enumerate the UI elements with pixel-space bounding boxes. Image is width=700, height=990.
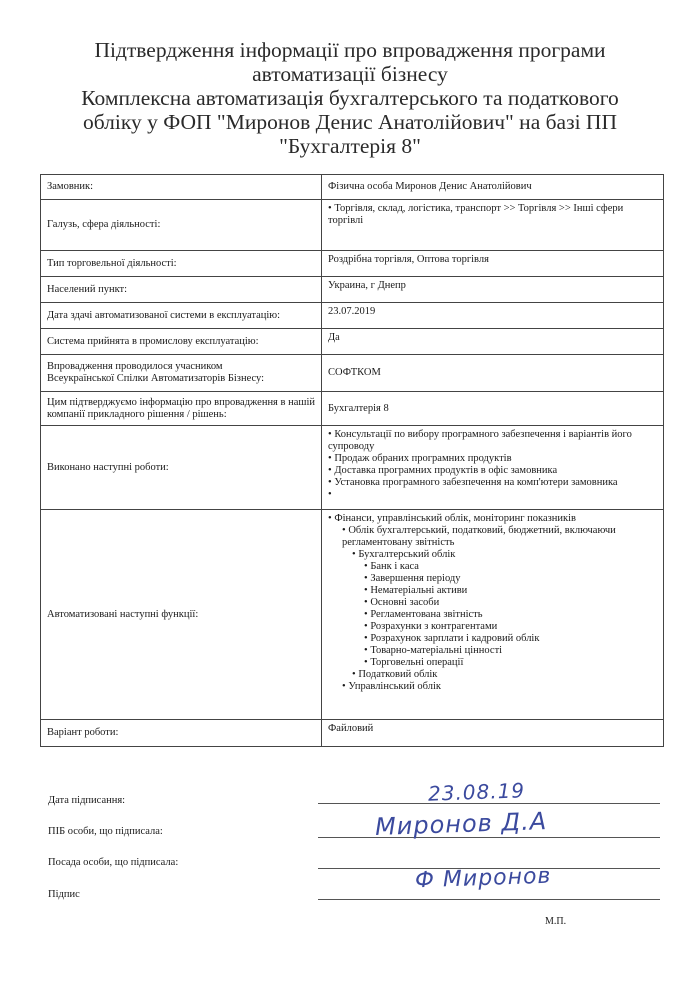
works-list xyxy=(328,429,657,501)
function-item: • Облік бухгалтерський, податковий, бюджетний, включаючи регламентовану звітність xyxy=(328,525,657,549)
signer-name-label: ПІБ особи, що підписала: xyxy=(48,826,163,837)
function-item: • Нематеріальні активи xyxy=(328,585,657,597)
functions-value xyxy=(322,510,664,720)
function-item: • Податковий облік xyxy=(328,669,657,681)
functions-label: Автоматизовані наступні функції: xyxy=(41,510,322,720)
works-item: • Доставка програмних продуктів в офіс замовника xyxy=(328,465,657,477)
city-value: Украина, г Днепр xyxy=(322,277,664,303)
variant-value: Файловий xyxy=(322,720,664,747)
table-row xyxy=(41,329,664,355)
variant-label: Варіант роботи: xyxy=(41,720,322,747)
solution-label: Цим підтверджуємо інформацію про впровадження в нашій компанії прикладного рішення / рішень: xyxy=(41,392,322,426)
function-item: • Товарно-матеріальні цінності xyxy=(328,645,657,657)
implementer-label-line: Впровадження проводилося учасником xyxy=(47,361,223,372)
implementer-label xyxy=(41,355,322,392)
delivery-date-value: 23.07.2019 xyxy=(322,303,664,329)
industry-value: • Торгівля, склад, логістика, транспорт >> Торгівля >> Інші сфери торгівлі xyxy=(322,200,664,251)
table-row xyxy=(41,303,664,329)
signing-date-label: Дата підписання: xyxy=(48,795,126,806)
delivery-date-label: Дата здачі автоматизованої системи в експлуатацію: xyxy=(41,303,322,329)
function-item: • Розрахунок зарплати і кадровий облік xyxy=(328,633,657,645)
handwritten-signature: Ф Миронов xyxy=(414,863,552,894)
trade-type-value: Роздрібна торгівля, Оптова торгівля xyxy=(322,251,664,277)
handwritten-name: Миронов Д.А xyxy=(374,807,548,841)
title-line: обліку у ФОП "Миронов Денис Анатолійович" на базі ПП xyxy=(83,110,617,134)
table-row xyxy=(41,426,664,510)
works-item xyxy=(328,489,657,501)
title-line: Підтвердження інформації про впровадження програми xyxy=(94,38,606,62)
customer-value: Фізична особа Миронов Денис Анатолійович xyxy=(322,175,664,200)
table-row xyxy=(41,510,664,720)
title-line: автоматизації бізнесу xyxy=(252,62,448,86)
stamp-label: М.П. xyxy=(545,916,567,927)
industry-label: Галузь, сфера діяльності: xyxy=(41,200,322,251)
accepted-value: Да xyxy=(322,329,664,355)
handwritten-date: 23.08.19 xyxy=(427,778,526,806)
table-row xyxy=(41,251,664,277)
table-row xyxy=(41,277,664,303)
works-item: • Продаж обраних програмних продуктів xyxy=(328,453,657,465)
implementer-value: СОФТКОМ xyxy=(322,355,664,392)
functions-list xyxy=(328,513,657,693)
function-item: • Фінанси, управлінський облік, моніторинг показників xyxy=(328,513,657,525)
works-item: • Консультації по вибору програмного забезпечення і варіантів його супроводу xyxy=(328,429,657,453)
function-item: • Торговельні операції xyxy=(328,657,657,669)
signer-position-label: Посада особи, що підписала: xyxy=(48,857,179,868)
title-line: "Бухгалтерія 8" xyxy=(279,134,421,158)
title-line: Комплексна автоматизація бухгалтерського та податкового xyxy=(81,86,619,110)
table-row xyxy=(41,720,664,747)
function-item: • Завершення періоду xyxy=(328,573,657,585)
city-label: Населений пункт: xyxy=(41,277,322,303)
function-item: • Бухгалтерський облік xyxy=(328,549,657,561)
function-item: • Основні засоби xyxy=(328,597,657,609)
function-item: • Розрахунки з контрагентами xyxy=(328,621,657,633)
document-title xyxy=(40,38,660,158)
function-item: • Банк і каса xyxy=(328,561,657,573)
function-item: • Управлінський облік xyxy=(328,681,657,693)
works-label: Виконано наступні роботи: xyxy=(41,426,322,510)
customer-label: Замовник: xyxy=(41,175,322,200)
implementer-label-line: Всеукраїнської Спілки Автоматизаторів Бізнесу: xyxy=(47,373,265,384)
function-item: • Регламентована звітність xyxy=(328,609,657,621)
table-row xyxy=(41,200,664,251)
signature-label: Підпис xyxy=(48,889,80,900)
signature-line xyxy=(318,899,660,900)
accepted-label: Система прийнята в промислову експлуатацію: xyxy=(41,329,322,355)
solution-value: Бухгалтерія 8 xyxy=(322,392,664,426)
works-item: • Установка програмного забезпечення на комп'ютери замовника xyxy=(328,477,657,489)
table-row xyxy=(41,392,664,426)
works-value xyxy=(322,426,664,510)
signer-name-line xyxy=(318,837,660,838)
trade-type-label: Тип торговельної діяльності: xyxy=(41,251,322,277)
table-row xyxy=(41,175,664,200)
info-table xyxy=(40,174,664,747)
table-row xyxy=(41,355,664,392)
